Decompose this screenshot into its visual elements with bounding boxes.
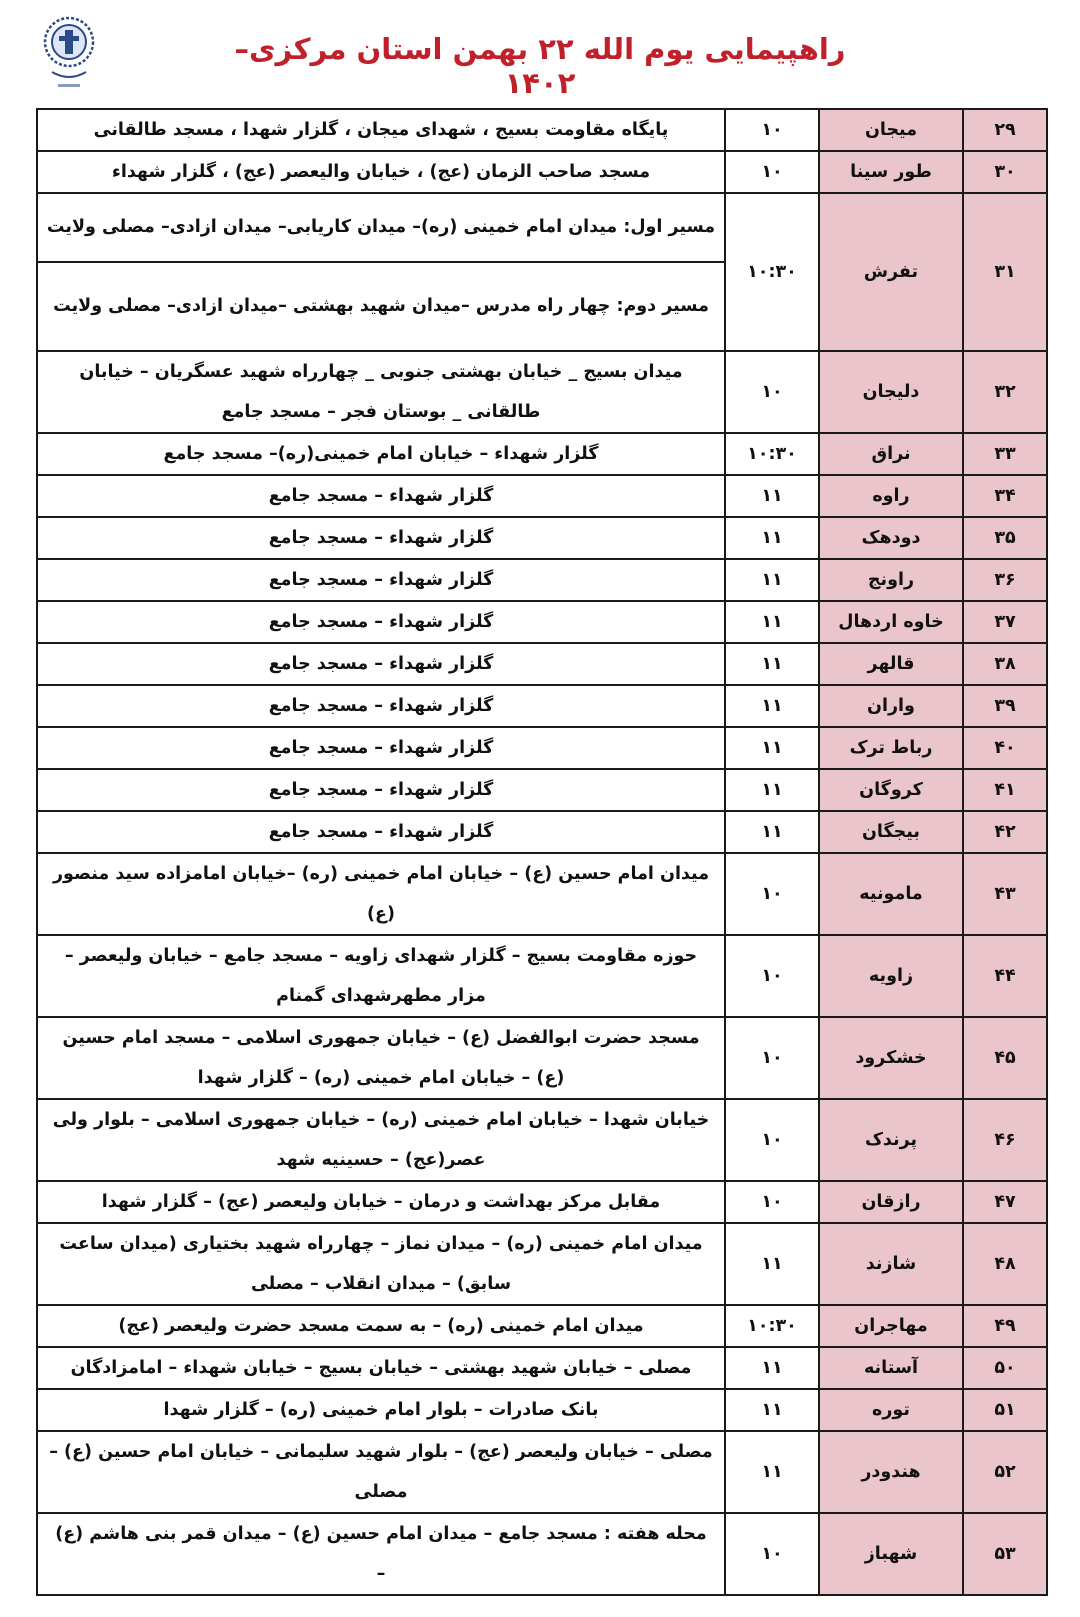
route-text: گلزار شهداء – مسجد جامع [37,601,725,643]
route-cell [37,193,725,351]
city-name: کروگان [819,769,963,811]
city-name: میجان [819,109,963,151]
table-row [37,811,1047,853]
table-row [37,1017,1047,1099]
city-name: مامونیه [819,853,963,935]
city-name: هندودر [819,1431,963,1513]
city-name: مهاجران [819,1305,963,1347]
city-name: تفرش [819,193,963,351]
city-name: دلیجان [819,351,963,433]
table-row [37,1347,1047,1389]
row-number: ۴۷ [963,1181,1047,1223]
row-number: ۴۲ [963,811,1047,853]
route-text: خیابان شهدا – خیابان امام خمینی (ره) – خیابان جمهوری اسلامی – بلوار ولی عصر(عج) – حسینیه شهد [37,1099,725,1181]
city-name: رازقان [819,1181,963,1223]
city-name: راوه [819,475,963,517]
table-row [37,769,1047,811]
emblem-logo [42,12,96,96]
route-text: مسجد صاحب الزمان (عج) ، خیابان والیعصر (عج) ، گلزار شهداء [37,151,725,193]
start-time: ۱۱ [725,517,819,559]
start-time: ۱۱ [725,1431,819,1513]
city-name: طور سینا [819,151,963,193]
row-number: ۳۲ [963,351,1047,433]
start-time: ۱۱ [725,1389,819,1431]
start-time: ۱۰ [725,1181,819,1223]
city-name: آستانه [819,1347,963,1389]
table-row [37,475,1047,517]
route-text: محله هفته : مسجد جامع – میدان امام حسین (ع) – میدان قمر بنی هاشم (ع) – [37,1513,725,1595]
city-name: نراق [819,433,963,475]
route-text: گلزار شهداء – مسجد جامع [37,769,725,811]
table-row [37,727,1047,769]
table-row [37,559,1047,601]
route-text: مقابل مرکز بهداشت و درمان – خیابان ولیعصر (عج) – گلزار شهدا [37,1181,725,1223]
route-text: میدان امام خمینی (ره) – میدان نماز – چهارراه شهید بختیاری (میدان ساعت سابق) – میدان انقلاب – مصلی [37,1223,725,1305]
city-name: زاویه [819,935,963,1017]
city-name: راونج [819,559,963,601]
start-time: ۱۱ [725,811,819,853]
start-time: ۱۰:۳۰ [725,193,819,351]
start-time: ۱۱ [725,769,819,811]
table-row [37,351,1047,433]
start-time: ۱۰ [725,1513,819,1595]
row-number: ۳۵ [963,517,1047,559]
table-row [37,1305,1047,1347]
route-first-path: مسیر اول: میدان امام خمینی (ره)– میدان کاریابی– میدان ازادی– مصلی ولایت [38,194,724,263]
city-name: دودهک [819,517,963,559]
table-row [37,433,1047,475]
row-number: ۵۳ [963,1513,1047,1595]
city-name: رباط ترک [819,727,963,769]
table-row [37,109,1047,151]
row-number: ۵۲ [963,1431,1047,1513]
row-number: ۴۶ [963,1099,1047,1181]
start-time: ۱۰ [725,1017,819,1099]
table-row [37,853,1047,935]
table-row [37,601,1047,643]
start-time: ۱۰ [725,853,819,935]
row-number: ۵۰ [963,1347,1047,1389]
table-row [37,643,1047,685]
start-time: ۱۱ [725,475,819,517]
row-number: ۴۴ [963,935,1047,1017]
row-number: ۳۷ [963,601,1047,643]
row-number: ۳۴ [963,475,1047,517]
start-time: ۱۱ [725,685,819,727]
city-name: واران [819,685,963,727]
table-row [37,193,1047,351]
table-row [37,1181,1047,1223]
city-name: شازند [819,1223,963,1305]
start-time: ۱۰ [725,1099,819,1181]
route-text: مصلی – خیابان ولیعصر (عج) – بلوار شهید سلیمانی – خیابان امام حسین (ع) – مصلی [37,1431,725,1513]
table-row [37,685,1047,727]
table-row [37,517,1047,559]
table-row [37,1431,1047,1513]
start-time: ۱۱ [725,727,819,769]
row-number: ۴۱ [963,769,1047,811]
route-text: حوزه مقاومت بسیج – گلزار شهدای زاویه – مسجد جامع – خیابان ولیعصر – مزار مطهرشهدای گمنام [37,935,725,1017]
row-number: ۴۵ [963,1017,1047,1099]
route-text: مسجد حضرت ابوالفضل (ع) – خیابان جمهوری اسلامی – مسجد امام حسین (ع) – خیابان امام خمینی (ره) – گلزار شهدا [37,1017,725,1099]
route-text: میدان امام خمینی (ره) – به سمت مسجد حضرت ولیعصر (عج) [37,1305,725,1347]
route-text: پایگاه مقاومت بسیج ، شهدای میجان ، گلزار شهدا ، مسجد طالقانی [37,109,725,151]
table-row [37,1223,1047,1305]
city-name: خشکرود [819,1017,963,1099]
row-number: ۳۱ [963,193,1047,351]
city-name: توره [819,1389,963,1431]
route-text: مصلی – خیابان شهید بهشتی – خیابان بسیج – خیابان شهداء – امامزادگان [37,1347,725,1389]
start-time: ۱۰ [725,151,819,193]
start-time: ۱۰:۳۰ [725,1305,819,1347]
start-time: ۱۱ [725,559,819,601]
city-name: قالهر [819,643,963,685]
page-title: راهپیمایی یوم الله ۲۲ بهمن استان مرکزی– ۱۴۰۲ [234,32,846,100]
route-second-path: مسیر دوم: چهار راه مدرس –میدان شهید بهشتی –میدان ازادی– مصلی ولایت [53,296,709,316]
row-number: ۳۳ [963,433,1047,475]
route-text: گلزار شهداء – خیابان امام خمینی(ره)– مسجد جامع [37,433,725,475]
table-row [37,151,1047,193]
route-text: گلزار شهداء – مسجد جامع [37,811,725,853]
start-time: ۱۱ [725,1223,819,1305]
start-time: ۱۱ [725,1347,819,1389]
row-number: ۳۹ [963,685,1047,727]
route-text: میدان بسیج _ خیابان بهشتی جنوبی _ چهارراه شهید عسگریان – خیابان طالقانی _ بوستان فجر – مسجد جامع [37,351,725,433]
start-time: ۱۱ [725,643,819,685]
route-text: گلزار شهداء – مسجد جامع [37,517,725,559]
table-row [37,935,1047,1017]
row-number: ۴۰ [963,727,1047,769]
route-text: گلزار شهداء – مسجد جامع [37,475,725,517]
table-row [37,1389,1047,1431]
row-number: ۲۹ [963,109,1047,151]
city-name: شهباز [819,1513,963,1595]
route-text: گلزار شهداء – مسجد جامع [37,727,725,769]
row-number: ۵۱ [963,1389,1047,1431]
start-time: ۱۰:۳۰ [725,433,819,475]
row-number: ۴۳ [963,853,1047,935]
schedule-table [36,108,1048,1596]
row-number: ۳۰ [963,151,1047,193]
route-text: گلزار شهداء – مسجد جامع [37,559,725,601]
start-time: ۱۱ [725,601,819,643]
route-text: میدان امام حسین (ع) – خیابان امام خمینی (ره) –خیابان امامزاده سید منصور (ع) [37,853,725,935]
row-number: ۳۶ [963,559,1047,601]
row-number: ۴۹ [963,1305,1047,1347]
city-name: خاوه اردهال [819,601,963,643]
start-time: ۱۰ [725,109,819,151]
table-row [37,1099,1047,1181]
start-time: ۱۰ [725,935,819,1017]
row-number: ۴۸ [963,1223,1047,1305]
route-text: گلزار شهداء – مسجد جامع [37,685,725,727]
city-name: بیجگان [819,811,963,853]
city-name: پرندک [819,1099,963,1181]
row-number: ۳۸ [963,643,1047,685]
route-text: بانک صادرات – بلوار امام خمینی (ره) – گلزار شهدا [37,1389,725,1431]
route-text: گلزار شهداء – مسجد جامع [37,643,725,685]
start-time: ۱۰ [725,351,819,433]
table-row [37,1513,1047,1595]
